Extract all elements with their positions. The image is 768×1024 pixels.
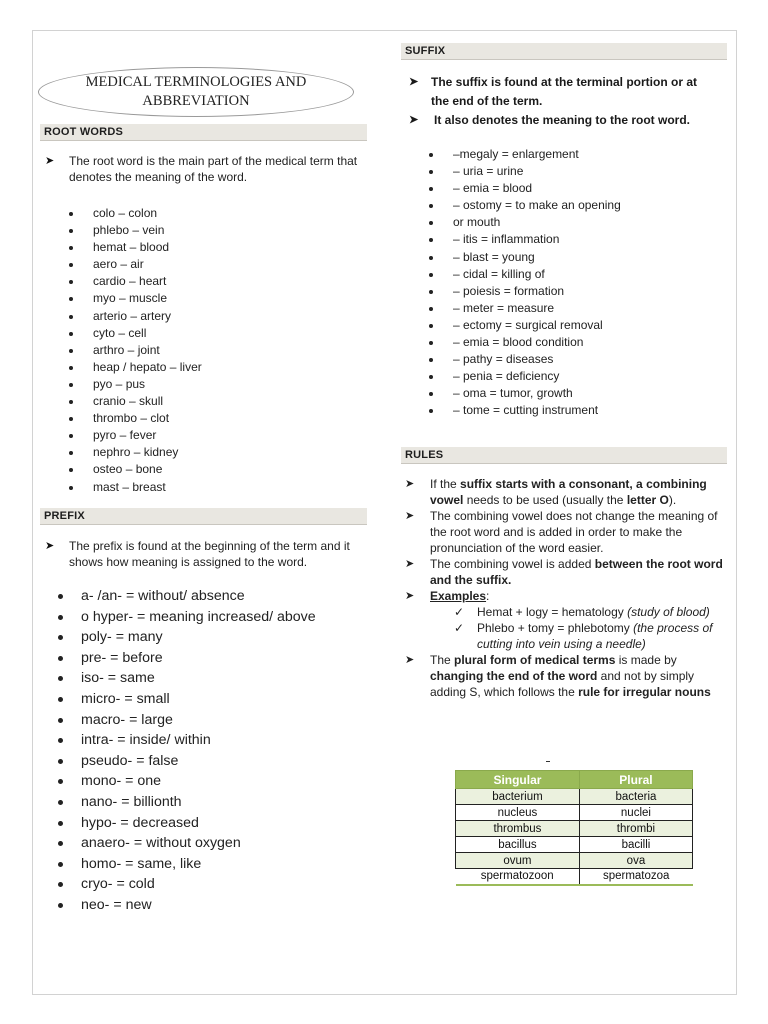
list-item — [55, 771, 316, 792]
examples-label: Examples — [430, 589, 487, 603]
table-header-plural: Plural — [579, 771, 692, 789]
bullet-dot-icon — [69, 468, 73, 472]
list-item — [69, 444, 202, 461]
list-item — [69, 273, 202, 290]
list-item — [69, 410, 202, 427]
bullet-dot-icon — [69, 263, 73, 267]
list-item — [55, 689, 316, 710]
bullet-dot-icon — [429, 307, 433, 311]
bullet-dot-icon — [58, 656, 63, 661]
example-2-text: Phlebo + tomy = phlebotomy — [477, 621, 634, 635]
bullet-dot-icon — [58, 903, 63, 908]
singular-cell: bacterium — [456, 789, 580, 805]
bullet-dot-icon — [58, 718, 63, 723]
bullet-dot-icon — [429, 392, 433, 396]
list-item-text: pseudo- = false — [81, 752, 179, 769]
list-item-text: –megaly = enlargement — [453, 147, 579, 161]
list-item-text: – penia = deficiency — [453, 369, 560, 384]
bullet-dot-icon — [69, 349, 73, 353]
bullet-dot-icon — [58, 738, 63, 743]
rule-5-text-e: and not by simply adding S, which follows the — [430, 669, 695, 699]
list-item — [55, 813, 316, 834]
singular-cell: ovum — [456, 853, 580, 869]
bullet-dot-icon — [429, 409, 433, 413]
document-title — [38, 67, 354, 117]
bullet-dot-icon — [58, 759, 63, 764]
bullet-dot-icon — [429, 256, 433, 260]
bullet-dot-icon — [69, 366, 73, 370]
list-item-text: – emia = blood — [453, 181, 533, 196]
list-item-text: thrombo – clot — [93, 411, 170, 426]
plural-cell: spermatozoa — [579, 869, 692, 885]
bullet-dot-icon — [429, 204, 433, 208]
prefix-intro-text: The prefix is found at the beginning of the term and it shows how meaning is assigned to the word. — [69, 539, 350, 569]
bullet-dot-icon — [429, 358, 433, 362]
suffix-intro-1-line1: The suffix is found at the terminal portion or at — [431, 75, 698, 89]
list-item-text: pyo – pus — [93, 376, 146, 391]
bullet-dot-icon — [429, 221, 433, 225]
root-words-intro-text: The root word is the main part of the medical term that denotes the meaning of the word. — [69, 154, 358, 184]
rule-3-text-b: between the root word and the suffix. — [430, 557, 723, 587]
list-item-text: hypo- = decreased — [81, 814, 199, 831]
bullet-dot-icon — [69, 280, 73, 284]
list-item — [429, 249, 621, 266]
rule-examples — [405, 588, 725, 604]
rule-5-text-b: plural form of medical terms — [454, 653, 616, 667]
example-phlebotomy — [405, 620, 725, 652]
table-row — [456, 853, 693, 869]
title-line-1: MEDICAL TERMINOLOGIES AND — [85, 74, 307, 90]
suffix-intro-1-line2: the end of the term. — [431, 94, 543, 108]
suffix-intro-1 — [401, 73, 727, 111]
bullet-dot-icon — [69, 417, 73, 421]
list-item-text: – ostomy = to make an opening — [453, 198, 621, 213]
rule-pronunciation — [405, 508, 725, 556]
arrow-bullet-icon: ➤ — [405, 590, 415, 602]
arrow-bullet-icon: ➤ — [45, 155, 55, 167]
arrow-bullet-icon: ➤ — [405, 654, 415, 666]
bullet-dot-icon — [69, 434, 73, 438]
list-item-text: or mouth — [453, 215, 501, 230]
list-item — [55, 730, 316, 751]
list-item — [429, 283, 621, 300]
list-item — [429, 163, 621, 180]
list-item-text: o hyper- = meaning increased/ above — [81, 608, 316, 625]
bullet-dot-icon — [429, 273, 433, 277]
list-item — [55, 710, 316, 731]
rule-plural-form — [405, 652, 725, 700]
bullet-dot-icon — [58, 635, 63, 640]
list-item-text: colo – colon — [93, 206, 158, 220]
list-item-text: – meter = measure — [453, 300, 555, 315]
rule-1-text-e: ). — [668, 493, 677, 507]
list-item — [55, 627, 316, 648]
bullet-dot-icon — [69, 486, 73, 490]
list-item — [69, 325, 202, 342]
checkmark-icon: ✓ — [454, 621, 465, 635]
list-item-text: – blast = young — [453, 249, 535, 264]
bullet-dot-icon — [429, 170, 433, 174]
list-item-text: neo- = new — [81, 896, 152, 913]
singular-cell: nucleus — [456, 805, 580, 821]
list-item-text: – itis = inflammation — [453, 232, 560, 247]
list-item-text: intra- = inside/ within — [81, 732, 211, 749]
list-item — [429, 197, 621, 214]
list-item — [69, 205, 202, 222]
list-item-text: – uria = urine — [453, 164, 524, 179]
table-header-singular: Singular — [456, 771, 580, 789]
list-item-text: – tome = cutting instrument — [453, 403, 599, 418]
singular-cell: spermatozoon — [456, 869, 580, 885]
list-item-text: pyro – fever — [93, 428, 157, 443]
bullet-dot-icon — [58, 697, 63, 702]
bullet-dot-icon — [58, 800, 63, 805]
root-words-heading: ROOT WORDS — [40, 124, 367, 141]
list-item-text: – poiesis = formation — [453, 283, 565, 298]
arrow-bullet-icon: ➤ — [405, 558, 415, 570]
list-item-text: osteo – bone — [93, 462, 163, 477]
list-item — [69, 308, 202, 325]
bullet-dot-icon — [69, 315, 73, 319]
list-item-text: pre- = before — [81, 649, 163, 666]
rules-body — [405, 476, 725, 700]
list-item — [429, 385, 621, 402]
bullet-dot-icon — [69, 297, 73, 301]
list-item — [55, 648, 316, 669]
prefix-intro — [45, 538, 367, 570]
bullet-dot-icon — [58, 615, 63, 620]
bullet-dot-icon — [429, 324, 433, 328]
arrow-bullet-icon: ➤ — [409, 76, 419, 88]
suffix-intro-2-text: It also denotes the meaning to the root word. — [434, 113, 691, 127]
divider-mark — [546, 761, 550, 762]
checkmark-icon: ✓ — [454, 605, 465, 619]
bullet-dot-icon — [58, 882, 63, 887]
list-item-text: arthro – joint — [93, 342, 160, 357]
list-item — [55, 895, 316, 916]
list-item-text: macro- = large — [81, 711, 173, 728]
list-item — [429, 266, 621, 283]
list-item-text: – cidal = killing of — [453, 266, 545, 281]
list-item-text: poly- = many — [81, 629, 163, 646]
list-item — [69, 239, 202, 256]
rule-1-text-a: If the — [430, 477, 461, 491]
list-item — [429, 334, 621, 351]
list-item-text: – emia = blood condition — [453, 335, 584, 350]
arrow-bullet-icon: ➤ — [409, 114, 419, 126]
plural-cell: bacilli — [579, 837, 692, 853]
list-item — [429, 214, 621, 231]
list-item-text: micro- = small — [81, 690, 170, 707]
table-row — [456, 837, 693, 853]
arrow-bullet-icon: ➤ — [45, 540, 55, 552]
bullet-dot-icon — [69, 332, 73, 336]
bullet-dot-icon — [58, 862, 63, 867]
plural-cell: bacteria — [579, 789, 692, 805]
bullet-dot-icon — [58, 841, 63, 846]
bullet-dot-icon — [69, 212, 73, 216]
bullet-dot-icon — [69, 400, 73, 404]
rule-5-text-c: is made by — [615, 653, 677, 667]
arrow-bullet-icon: ➤ — [405, 478, 415, 490]
arrow-bullet-icon: ➤ — [405, 510, 415, 522]
list-item-text: myo – muscle — [93, 291, 168, 306]
list-item-text: – pathy = diseases — [453, 352, 554, 367]
list-item — [429, 351, 621, 368]
list-item — [69, 427, 202, 444]
rule-3-text-a: The combining vowel is added — [430, 557, 595, 571]
list-item — [429, 300, 621, 317]
list-item — [429, 231, 621, 248]
example-1-text: Hemat + logy = hematology — [477, 605, 628, 619]
bullet-dot-icon — [429, 341, 433, 345]
list-item — [55, 854, 316, 875]
list-item — [55, 874, 316, 895]
list-item-text: mono- = one — [81, 773, 162, 790]
bullet-dot-icon — [429, 290, 433, 294]
list-item-text: mast – breast — [93, 479, 166, 494]
rule-1-text-d: letter O — [626, 493, 669, 507]
list-item-text: iso- = same — [81, 670, 155, 687]
list-item — [429, 317, 621, 334]
list-item-text: anaero- = without oxygen — [81, 835, 241, 852]
bullet-dot-icon — [69, 229, 73, 233]
rule-2-text: The combining vowel does not change the meaning of the root word and is added in order to make the pronunciation of the word easier. — [430, 509, 718, 555]
list-item — [69, 479, 202, 496]
table-row — [456, 821, 693, 837]
plural-cell: nuclei — [579, 805, 692, 821]
table-row — [456, 789, 693, 805]
rule-5-text-d: changing the end of the word — [430, 669, 598, 683]
list-item — [429, 368, 621, 385]
bullet-dot-icon — [429, 375, 433, 379]
singular-cell: thrombus — [456, 821, 580, 837]
list-item — [69, 376, 202, 393]
list-item — [55, 792, 316, 813]
list-item-text: homo- = same, like — [81, 855, 202, 872]
list-item — [55, 751, 316, 772]
list-item — [69, 222, 202, 239]
rule-placement — [405, 556, 725, 588]
plural-cell: thrombi — [579, 821, 692, 837]
suffix-heading: SUFFIX — [401, 43, 727, 60]
bullet-dot-icon — [69, 246, 73, 250]
suffix-list — [429, 146, 621, 420]
example-hematology — [405, 604, 725, 620]
bullet-dot-icon — [429, 238, 433, 242]
rule-5-text-a: The — [430, 653, 455, 667]
bullet-dot-icon — [429, 187, 433, 191]
list-item — [429, 146, 621, 163]
list-item-text: nano- = billionth — [81, 793, 182, 810]
list-item — [69, 290, 202, 307]
bullet-dot-icon — [69, 383, 73, 387]
list-item-text: heap / hepato – liver — [93, 359, 202, 374]
list-item — [429, 402, 621, 419]
plural-cell: ova — [579, 853, 692, 869]
list-item — [55, 586, 316, 607]
root-words-intro — [45, 153, 365, 185]
example-1-note: (study of blood) — [627, 605, 710, 619]
singular-cell: bacillus — [456, 837, 580, 853]
list-item-text: hemat – blood — [93, 240, 170, 255]
bullet-dot-icon — [58, 594, 63, 599]
title-line-2: ABBREVIATION — [142, 93, 250, 109]
list-item-text: cryo- = cold — [81, 876, 155, 893]
plural-form-table — [455, 770, 693, 886]
list-item-text: cyto – cell — [93, 325, 147, 340]
rule-5-text-f: rule for irregular nouns — [578, 685, 711, 699]
list-item — [69, 342, 202, 359]
bullet-dot-icon — [58, 821, 63, 826]
bullet-dot-icon — [69, 451, 73, 455]
list-item-text: cardio – heart — [93, 274, 167, 289]
list-item — [55, 668, 316, 689]
list-item — [55, 833, 316, 854]
list-item-text: aero – air — [93, 257, 144, 272]
list-item-text: phlebo – vein — [93, 223, 165, 238]
list-item — [55, 607, 316, 628]
bullet-dot-icon — [58, 676, 63, 681]
rule-1-text-b: suffix starts with a consonant, a combining vowel — [430, 477, 707, 507]
list-item — [69, 461, 202, 478]
example-2-note: (the process of cutting into vein using a needle) — [477, 621, 713, 651]
bullet-dot-icon — [58, 779, 63, 784]
rules-heading: RULES — [401, 447, 727, 464]
rule-combining-vowel — [405, 476, 725, 508]
list-item — [69, 359, 202, 376]
suffix-intro-2 — [401, 111, 727, 130]
bullet-dot-icon — [429, 153, 433, 157]
table-row — [456, 805, 693, 821]
prefix-heading: PREFIX — [40, 508, 367, 525]
list-item-text: a- /an- = without/ absence — [81, 588, 245, 604]
rule-1-text-c: needs to be used (usually the — [463, 493, 627, 507]
list-item — [429, 180, 621, 197]
table-row — [456, 869, 693, 885]
list-item-text: – oma = tumor, growth — [453, 386, 573, 401]
table-header-row — [456, 771, 693, 789]
examples-colon: : — [486, 589, 490, 603]
list-item-text: nephro – kidney — [93, 445, 179, 460]
root-words-list — [69, 205, 202, 496]
list-item-text: arterio – artery — [93, 308, 172, 323]
list-item — [69, 256, 202, 273]
list-item-text: cranio – skull — [93, 394, 164, 409]
prefix-list — [55, 586, 316, 916]
list-item — [69, 393, 202, 410]
list-item-text: – ectomy = surgical removal — [453, 317, 603, 332]
